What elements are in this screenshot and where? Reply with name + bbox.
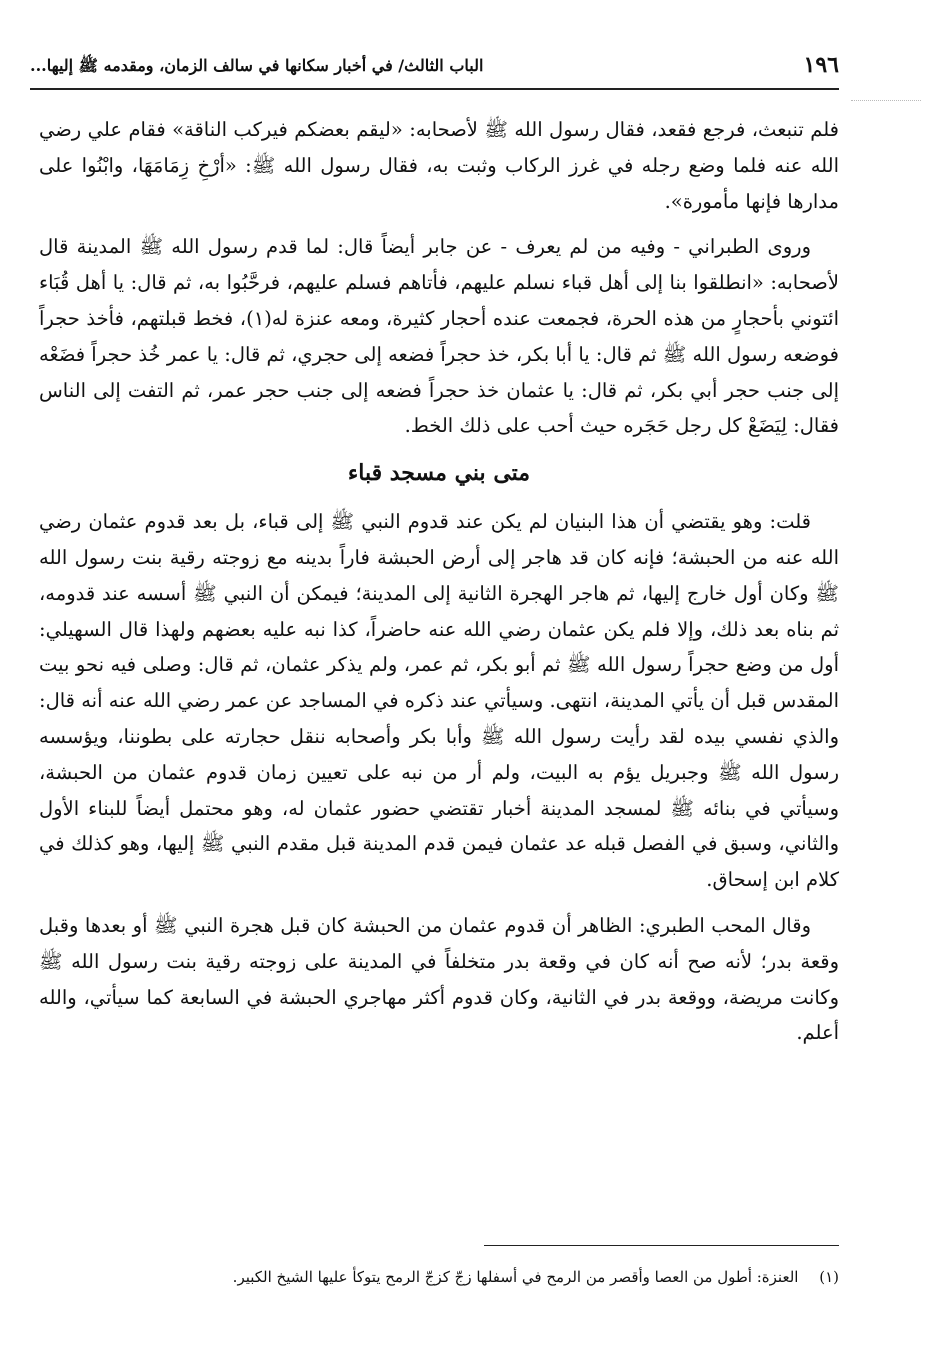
paragraph: وقال المحب الطبري: الظاهر أن قدوم عثمان من الحبشة كان قبل هجرة النبي ﷺ أو بعدها وقبل وقعة بدر؛ لأنه صح أنه كان في وقعة بدر متخلفاً في المدينة على زوجته رقية بنت رسول الله ﷺ وكانت مريضة، ووقعة بدر في الثانية، وكان قدوم أكثر مهاجري الحبشة في السابعة كما سيأتي، والله أعلم. [39,913,839,1045]
scan-artifact-line [851,100,921,101]
page-number: ١٩٦ [803,52,839,78]
footnote-separator [484,1245,839,1246]
paragraph: وروى الطبراني - وفيه من لم يعرف - عن جابر أيضاً قال: لما قدم رسول الله ﷺ المدينة قال لأصحابه: «انطلقوا بنا إلى أهل قباء نسلم عليهم، فأتاهم فسلم عليهم، فرحَّبُوا به، ثم قال: يا أهل قُبَاء ائتوني بأحجارٍ من هذه الحرة، فجمعت عنده أحجار كثيرة، ومعه عنزة له(١)، فخط قبلتهم، فأخذ حجراً فوضعه رسول الله ﷺ ثم قال: يا أبا بكر، خذ حجراً فضعه إلى حجري، ثم قال: يا عمر خُذ حجراً فضَعْه إلى جنب حجر أبي بكر، ثم قال: يا عثمان خذ حجراً فضعه إلى جنب حجر عمر، ثم التفت إلى الناس فقال: لِيَضَعْ كل رجل حَجَره حيث أحب على ذلك الخط. [39,235,839,438]
running-header [30,50,839,90]
main-text [39,112,839,1051]
paragraph: فلم تنبعث، فرجع فقعد، فقال رسول الله ﷺ لأصحابه: «ليقم بعضكم فيركب الناقة» فقام علي رضي الله عنه فلما وضع رجله في غرز الركاب وثبت به، فقال رسول الله ﷺ: «أرْخِ زِمَامَهَا، وابْنُوا على مدارها فإنها مأمورة». [39,118,839,213]
footnote [39,1266,839,1288]
paragraph-spacer [39,898,839,908]
paragraph: قلت: وهو يقتضي أن هذا البنيان لم يكن عند قدوم النبي ﷺ إلى قباء، بل بعد قدوم عثمان رضي الله عنه من الحبشة؛ فإنه كان قد هاجر إلى أرض الحبشة فاراً بدينه مع زوجته رقية بنت رسول الله ﷺ وكان أول خارج إليها، ثم هاجر الهجرة الثانية إلى المدينة؛ فيمكن أن النبي ﷺ أسسه عند قدومه، ثم بناه بعد ذلك، وإلا فلم يكن عثمان رضي الله عنه حاضراً، كذا نبه عليه بعضهم ولهذا قال السهيلي: أول من وضع حجراً رسول الله ﷺ ثم أبو بكر، ثم عمر، ولم يذكر عثمان، ثم قال: وصلى فيه نحو بيت المقدس قبل أن يأتي المدينة، انتهى. وسيأتي عند ذكره في المساجد عن عمر رضي الله عنه أنه قال: والذي نفسي بيده لقد رأيت رسول الله ﷺ وأبا بكر وأصحابه ننقل حجارته على بطوننا، ويؤسسه رسول الله ﷺ وجبريل يؤم به البيت، ولم أر من نبه على تعيين زمان قدوم عثمان من الحبشة، وسيأتي في بنائه ﷺ لمسجد المدينة أخبار تقتضي حضور عثمان له، وهو محتمل أيضاً للبناء الأول والثاني، وسبق في الفصل قبله عد عثمان فيمن قدم المدينة قبل مقدم النبي ﷺ إليها، وهو كذلك في كلام ابن إسحاق. [39,510,839,892]
section-heading: متى بني مسجد قباء [347,460,531,487]
footnote-text: العنزة: أطول من العصا وأقصر من الرمح في أسفلها زجّ كزجّ الرمح يتوكأ عليها الشيخ الكبير. [232,1268,799,1286]
running-title: الباب الثالث/ في أخبار سكانها في سالف الزمان، ومقدمه ﷺ إليها... [30,56,484,75]
footnote-number: (١) [819,1268,839,1286]
paragraph-spacer [39,219,839,229]
